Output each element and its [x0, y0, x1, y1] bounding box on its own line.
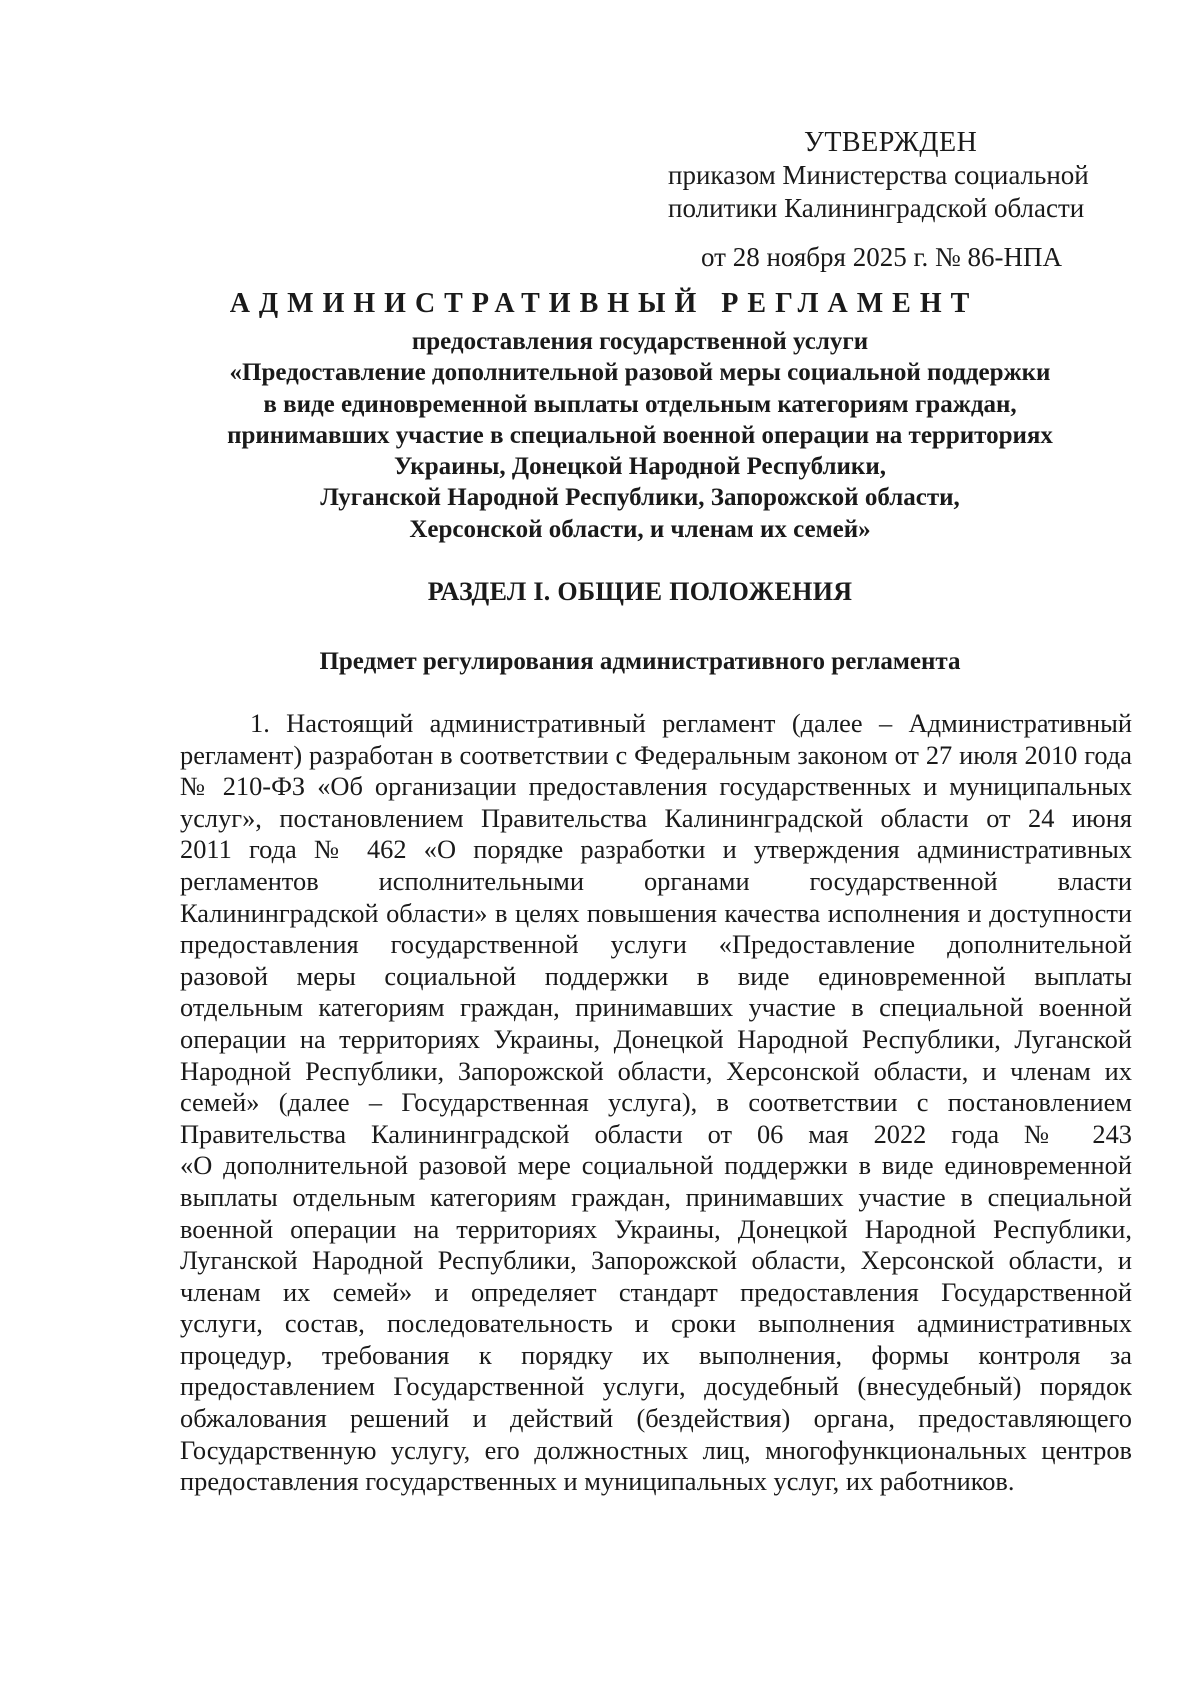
paragraph-line: разовой меры социальной поддержки в виде единовременной выплаты: [180, 960, 1132, 991]
paragraph-line: «О дополнительной разовой мере социальной поддержки в виде единовременной: [180, 1150, 1132, 1181]
paragraph-line: предоставления государственных и муниципальных услуг, их работников.: [180, 1466, 1015, 1497]
paragraph-line: Луганской Народной Республики, Запорожской области, Херсонской области, и: [180, 1245, 1132, 1276]
paragraph-line: семей» (далее – Государственная услуга), в соответствии с постановлением: [180, 1087, 1132, 1118]
paragraph-line: обжалования решений и действий (бездействия) органа, предоставляющего: [180, 1403, 1132, 1434]
document-title: АДМИНИСТРАТИВНЫЙ РЕГЛАМЕНТ: [229, 288, 979, 319]
subtitle-line: Луганской Народной Республики, Запорожской области,: [320, 484, 960, 512]
paragraph-line: услуги, состав, последовательность и сроки выполнения административных: [180, 1308, 1132, 1339]
paragraph-line: № 210-ФЗ «Об организации предоставления государственных и муниципальных: [180, 771, 1132, 802]
paragraph-line: регламент) разработан в соответствии с Федеральным законом от 27 июля 2010 года: [180, 739, 1132, 770]
paragraph-line: Правительства Калининградской области от 06 мая 2022 года № 243: [180, 1118, 1132, 1149]
paragraph-line: членам их семей» и определяет стандарт предоставления Государственной: [180, 1276, 1132, 1307]
approval-date-number: от 28 ноября 2025 г. № 86-НПА: [701, 242, 1062, 272]
subject-heading: Предмет регулирования административного регламента: [319, 648, 961, 675]
subtitle-line: «Предоставление дополнительной разовой меры социальной поддержки: [229, 359, 1051, 387]
paragraph-line: 2011 года № 462 «О порядке разработки и утверждения административных: [180, 834, 1132, 865]
paragraph-line: Народной Республики, Запорожской области, Херсонской области, и членам их: [180, 1055, 1132, 1086]
section-heading: РАЗДЕЛ I. ОБЩИЕ ПОЛОЖЕНИЯ: [427, 577, 853, 606]
approval-stamp-block: [668, 126, 1108, 274]
approval-title: УТВЕРЖДЕН: [804, 127, 978, 158]
paragraph-line: выплаты отдельным категориям граждан, принимавших участие в специальной: [180, 1181, 1132, 1212]
approval-line-2: политики Калининградской области: [668, 193, 1085, 223]
subtitle-line: Украины, Донецкой Народной Республики,: [394, 453, 886, 481]
paragraph-line: регламентов исполнительными органами государственной власти: [180, 865, 1132, 896]
paragraph-line: предоставлением Государственной услуги, досудебный (внесудебный) порядок: [180, 1371, 1132, 1402]
paragraph-line: 1. Настоящий административный регламент (далее – Административный: [250, 708, 1132, 738]
approval-line-1: приказом Министерства социальной: [668, 160, 1089, 190]
subtitle-line: в виде единовременной выплаты отдельным категориям граждан,: [263, 390, 1017, 418]
subtitle-line: принимавших участие в специальной военной операции на территориях: [227, 421, 1053, 449]
paragraph-line: отдельным категориям граждан, принимавших участие в специальной военной: [180, 992, 1132, 1023]
paragraph-line: операции на территориях Украины, Донецкой Народной Республики, Луганской: [180, 1023, 1132, 1054]
paragraph-line: предоставления государственной услуги «Предоставление дополнительной: [180, 929, 1132, 960]
subtitle-line: предоставления государственной услуги: [411, 328, 869, 355]
paragraph-1: [180, 708, 1132, 1498]
paragraph-line: Калининградской области» в целях повышения качества исполнения и доступности: [180, 897, 1132, 928]
paragraph-line: Государственную услугу, его должностных лиц, многофункциональных центров: [180, 1434, 1132, 1465]
subtitle-line: Херсонской области, и членам их семей»: [409, 515, 871, 543]
paragraph-line: услуг», постановлением Правительства Калининградской области от 24 июня: [180, 802, 1132, 833]
paragraph-line: процедур, требования к порядку их выполнения, формы контроля за: [180, 1339, 1132, 1370]
document-subtitle: [150, 326, 1130, 545]
paragraph-line: военной операции на территориях Украины, Донецкой Народной Республики,: [180, 1213, 1132, 1244]
